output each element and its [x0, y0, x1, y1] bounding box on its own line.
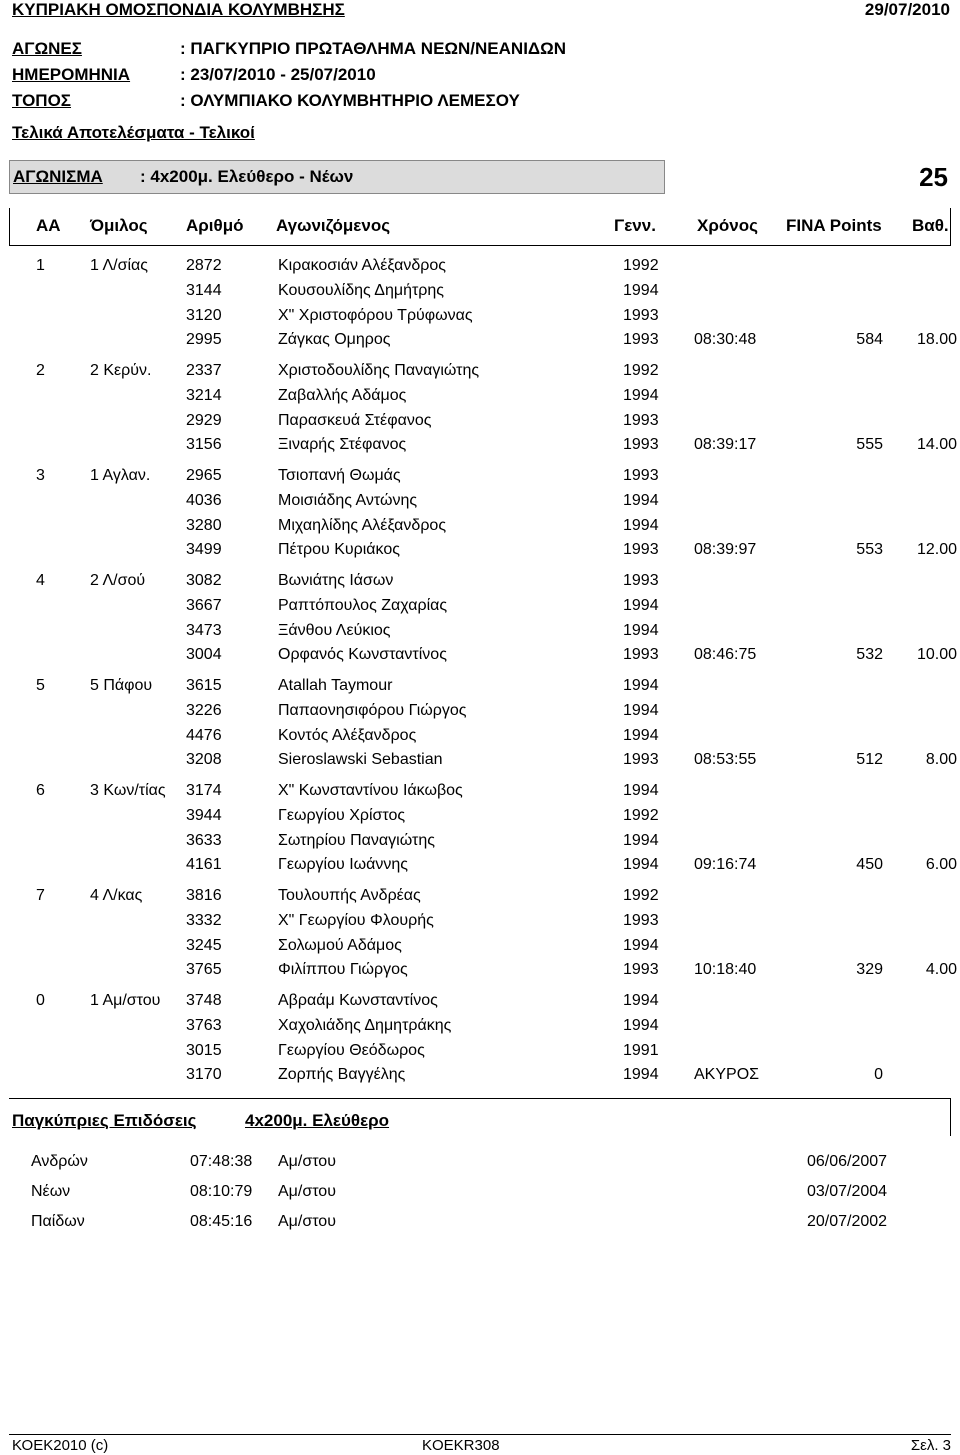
swimmer-name: Παρασκευά Στέφανος [278, 411, 432, 429]
birth-year: 1994 [623, 516, 659, 534]
swimmer-number: 3763 [186, 1016, 222, 1034]
swimmer-name: Μοισιάδης Αντώνης [278, 491, 418, 509]
table-row [0, 751, 960, 776]
birth-year: 1993 [623, 961, 659, 979]
swimmer-number: 2872 [186, 257, 222, 274]
fina-points: 584 [856, 331, 883, 349]
footer-copyright: ΚΟΕΚ2010 (c) [12, 1437, 109, 1454]
record-time: 08:45:16 [190, 1213, 253, 1230]
col-omilos: Όμιλος [90, 216, 148, 235]
team-points: 18.00 [916, 331, 957, 349]
birth-year: 1994 [623, 281, 659, 299]
report-date: 29/07/2010 [864, 0, 950, 19]
fina-points: 553 [856, 541, 883, 559]
event-value: : 4x200μ. Ελεύθερο - Νέων [140, 167, 354, 186]
event-label: ΑΓΩΝΙΣΜΑ [13, 167, 103, 186]
team-points: 14.00 [916, 436, 957, 454]
swimmer-number: 3226 [186, 701, 222, 719]
rank-position: 0 [36, 992, 45, 1009]
swimmer-name: Τουλουπής Ανδρέας [278, 887, 421, 904]
table-row [0, 961, 960, 986]
swimmer-number: 2995 [186, 331, 222, 349]
table-row [0, 937, 960, 962]
team-points: 8.00 [925, 751, 957, 769]
table-row [0, 677, 960, 702]
table-row [0, 282, 960, 307]
birth-year: 1993 [623, 467, 659, 484]
swimmer-name: Ραπτόπουλος Ζαχαρίας [278, 596, 448, 614]
club-name: 1 Αγλαν. [90, 467, 151, 484]
swimmer-number: 3214 [186, 386, 222, 404]
rank-position: 5 [36, 677, 45, 694]
swimmer-number: 4476 [186, 726, 222, 744]
swimmer-name: Sieroslawski Sebastian [278, 751, 443, 769]
birth-year: 1993 [623, 411, 659, 429]
birth-year: 1993 [623, 751, 659, 769]
table-row [0, 832, 960, 857]
meta-label-agones: ΑΓΩΝΕΣ [12, 39, 82, 58]
table-row [0, 517, 960, 542]
records-event: 4x200μ. Ελεύθερο [245, 1111, 390, 1130]
team-points: 4.00 [925, 961, 957, 979]
swimmer-name: Χ" Χριστοφόρου Τρύφωνας [278, 306, 473, 324]
rank-position: 2 [36, 362, 45, 379]
col-arithmos: Αριθμό [186, 216, 244, 235]
swimmer-name: Μιχαηλίδης Αλέξανδρος [278, 516, 447, 534]
swimmer-name: Σωτηρίου Παναγιώτης [278, 831, 435, 849]
birth-year: 1993 [623, 331, 659, 349]
swimmer-number: 2965 [186, 467, 222, 484]
swimmer-number: 3015 [186, 1041, 222, 1059]
table-row [0, 887, 960, 912]
fina-points: 512 [856, 751, 883, 769]
birth-year: 1994 [623, 621, 659, 639]
birth-year: 1993 [623, 572, 659, 589]
birth-year: 1994 [623, 936, 659, 954]
swimmer-name: Ορφανός Κωνσταντίνος [278, 646, 447, 664]
team-time: 08:46:75 [694, 646, 757, 664]
fina-points: 555 [856, 436, 883, 454]
rank-position: 6 [36, 782, 45, 799]
record-club: Αμ/στου [278, 1213, 336, 1230]
table-row [0, 387, 960, 412]
col-aa: ΑΑ [36, 216, 61, 235]
birth-year: 1993 [623, 541, 659, 559]
birth-year: 1993 [623, 646, 659, 664]
swimmer-name: Παπαονησιφόρου Γιώργος [278, 701, 467, 719]
table-row [0, 807, 960, 832]
records-title: Παγκύπριες Επιδόσεις [12, 1111, 197, 1130]
table-row [0, 622, 960, 647]
swimmer-name: Τσιοπανή Θωμάς [278, 467, 401, 484]
team-block [0, 572, 960, 677]
club-name: 2 Κερύν. [90, 362, 152, 379]
swimmer-number: 3816 [186, 887, 222, 904]
swimmer-name: Χ" Γεωργίου Φλουρής [278, 911, 434, 929]
record-category: Παίδων [31, 1213, 85, 1230]
swimmer-number: 3280 [186, 516, 222, 534]
meta-value-agones: : ΠΑΓΚΥΠΡΙΟ ΠΡΩΤΑΘΛΗΜΑ ΝΕΩΝ/ΝΕΑΝΙΔΩΝ [180, 39, 567, 58]
table-row [0, 856, 960, 881]
swimmer-name: Κιρακοσιάν Αλέξανδρος [278, 257, 446, 274]
fina-points: 329 [856, 961, 883, 979]
rank-position: 3 [36, 467, 45, 484]
swimmer-name: Φιλίππου Γιώργος [278, 961, 408, 979]
swimmer-name: Ξιναρής Στέφανος [278, 436, 407, 454]
table-row [0, 492, 960, 517]
club-name: 1 Αμ/στου [90, 992, 161, 1009]
team-time: 09:16:74 [694, 856, 757, 874]
table-row [0, 702, 960, 727]
swimmer-name: Πέτρου Κυριάκος [278, 541, 400, 559]
swimmer-name: Atallah Taymour [278, 677, 393, 694]
table-row [0, 992, 960, 1017]
swimmer-name: Αβραάμ Κωνσταντίνος [278, 992, 438, 1009]
birth-year: 1993 [623, 911, 659, 929]
swimmer-number: 3499 [186, 541, 222, 559]
record-category: Νέων [31, 1183, 71, 1200]
club-name: 2 Λ/σού [90, 572, 146, 589]
team-time: 08:30:48 [694, 331, 757, 349]
birth-year: 1994 [623, 386, 659, 404]
birth-year: 1992 [623, 887, 659, 904]
birth-year: 1994 [623, 782, 659, 799]
swimmer-number: 3082 [186, 572, 222, 589]
swimmer-name: Χριστοδουλίδης Παναγιώτης [278, 362, 480, 379]
table-row [0, 912, 960, 937]
record-date: 20/07/2002 [807, 1213, 888, 1230]
swimmer-name: Ξάνθου Λεύκιος [278, 621, 391, 639]
col-vath: Βαθ. [912, 216, 949, 235]
swimmer-number: 3004 [186, 646, 222, 664]
table-row [0, 436, 960, 461]
team-block [0, 992, 960, 1097]
team-block [0, 362, 960, 467]
team-block [0, 467, 960, 572]
team-block [0, 782, 960, 887]
swimmer-number: 3208 [186, 751, 222, 769]
swimmer-number: 3170 [186, 1066, 222, 1084]
swimmer-number: 3144 [186, 281, 222, 299]
swimmer-number: 3332 [186, 911, 222, 929]
page-footer [9, 1434, 951, 1455]
col-agonizomenos: Αγωνιζόμενος [276, 216, 391, 235]
record-date: 03/07/2004 [807, 1183, 888, 1200]
swimmer-name: Ζαβαλλής Αδάμος [278, 386, 407, 404]
swimmer-number: 3944 [186, 806, 222, 824]
swimmer-name: Γεωργίου Χρίστος [278, 806, 406, 824]
club-name: 3 Κων/τίας [90, 782, 166, 799]
swimmer-number: 3120 [186, 306, 222, 324]
team-time: 08:39:17 [694, 436, 757, 454]
swimmer-name: Ζάγκας Ομηρος [278, 331, 391, 349]
swimmer-number: 3174 [186, 782, 222, 799]
team-block [0, 887, 960, 992]
table-row [0, 412, 960, 437]
swimmer-name: Κοντός Αλέξανδρος [278, 726, 417, 744]
col-genn: Γενν. [614, 216, 656, 235]
team-points: 10.00 [916, 646, 957, 664]
fina-points: 0 [874, 1066, 883, 1084]
swimmer-number: 3245 [186, 936, 222, 954]
team-points: 12.00 [916, 541, 957, 559]
rank-position: 7 [36, 887, 45, 904]
swimmer-number: 2337 [186, 362, 222, 379]
swimmer-name: Χ" Κωνσταντίνου Ιάκωβος [278, 782, 463, 799]
swimmer-number: 3615 [186, 677, 222, 694]
birth-year: 1994 [623, 992, 659, 1009]
swimmer-number: 4036 [186, 491, 222, 509]
birth-year: 1994 [623, 856, 659, 874]
fina-points: 450 [856, 856, 883, 874]
birth-year: 1993 [623, 436, 659, 454]
table-row [0, 331, 960, 356]
swimmer-number: 3156 [186, 436, 222, 454]
rank-position: 1 [36, 257, 45, 274]
footer-code: KOEKR308 [422, 1437, 500, 1454]
birth-year: 1994 [623, 701, 659, 719]
birth-year: 1992 [623, 806, 659, 824]
birth-year: 1994 [623, 677, 659, 694]
table-row [0, 257, 960, 282]
record-time: 07:48:38 [190, 1153, 253, 1170]
org-title: ΚΥΠΡΙΑΚΗ ΟΜΟΣΠΟΝΔΙΑ ΚΟΛΥΜΒΗΣΗΣ [12, 0, 345, 19]
birth-year: 1994 [623, 831, 659, 849]
swimmer-name: Γεωργίου Θεόδωρος [278, 1041, 425, 1059]
team-block [0, 677, 960, 782]
club-name: 5 Πάφου [90, 677, 153, 694]
table-row [0, 1066, 960, 1091]
event-number: 25 [919, 162, 948, 192]
club-name: 1 Λ/σίας [90, 257, 148, 274]
table-row [0, 782, 960, 807]
birth-year: 1994 [623, 596, 659, 614]
table-row [0, 572, 960, 597]
team-points: 6.00 [925, 856, 957, 874]
record-category: Ανδρών [31, 1153, 88, 1170]
table-row [0, 597, 960, 622]
record-date: 06/06/2007 [807, 1153, 888, 1170]
team-time: 10:18:40 [694, 961, 757, 979]
results-list [0, 257, 960, 1097]
birth-year: 1992 [623, 362, 659, 379]
table-row [0, 1042, 960, 1067]
table-row [0, 646, 960, 671]
swimmer-number: 3473 [186, 621, 222, 639]
table-row [0, 467, 960, 492]
col-xronos: Χρόνος [697, 216, 758, 235]
meta-label-date: ΗΜΕΡΟΜΗΝΙΑ [12, 65, 131, 84]
club-name: 4 Λ/κας [90, 887, 143, 904]
team-time: 08:53:55 [694, 751, 757, 769]
birth-year: 1994 [623, 726, 659, 744]
swimmer-name: Βωνιάτης Ιάσων [278, 572, 394, 589]
rank-position: 4 [36, 572, 45, 589]
meta-value-date: : 23/07/2010 - 25/07/2010 [180, 65, 376, 84]
swimmer-name: Χαχολιάδης Δημητράκης [278, 1016, 452, 1034]
table-row [0, 307, 960, 332]
col-fina: FINA Points [786, 216, 882, 235]
footer-page: Σελ. 3 [910, 1437, 951, 1454]
meta-label-venue: ΤΟΠΟΣ [12, 91, 72, 110]
birth-year: 1992 [623, 257, 659, 274]
meta-value-venue: : ΟΛΥΜΠΙΑΚΟ ΚΟΛΥΜΒΗΤΗΡΙΟ ΛΕΜΕΣΟΥ [180, 91, 520, 110]
birth-year: 1994 [623, 1016, 659, 1034]
swimmer-number: 2929 [186, 411, 222, 429]
record-club: Αμ/στου [278, 1183, 336, 1200]
swimmer-number: 3765 [186, 961, 222, 979]
team-time: ΑΚΥΡΟΣ [694, 1066, 760, 1084]
swimmer-number: 3748 [186, 992, 222, 1009]
record-time: 08:10:79 [190, 1183, 253, 1200]
swimmer-number: 3667 [186, 596, 222, 614]
team-time: 08:39:97 [694, 541, 757, 559]
table-row [0, 727, 960, 752]
swimmer-number: 3633 [186, 831, 222, 849]
birth-year: 1991 [623, 1041, 659, 1059]
swimmer-name: Κουσουλίδης Δημήτρης [278, 281, 445, 299]
swimmer-name: Σολωμού Αδάμος [278, 936, 402, 954]
swimmer-number: 4161 [186, 856, 222, 874]
table-row [0, 362, 960, 387]
fina-points: 532 [856, 646, 883, 664]
swimmer-name: Ζορπής Βαγγέλης [278, 1066, 406, 1084]
record-club: Αμ/στου [278, 1153, 336, 1170]
swimmer-name: Γεωργίου Ιωάννης [278, 856, 408, 874]
table-row [0, 541, 960, 566]
birth-year: 1994 [623, 1066, 659, 1084]
team-block [0, 257, 960, 362]
birth-year: 1994 [623, 491, 659, 509]
results-subtitle: Τελικά Αποτελέσματα - Τελικοί [12, 123, 255, 142]
table-row [0, 1017, 960, 1042]
birth-year: 1993 [623, 306, 659, 324]
